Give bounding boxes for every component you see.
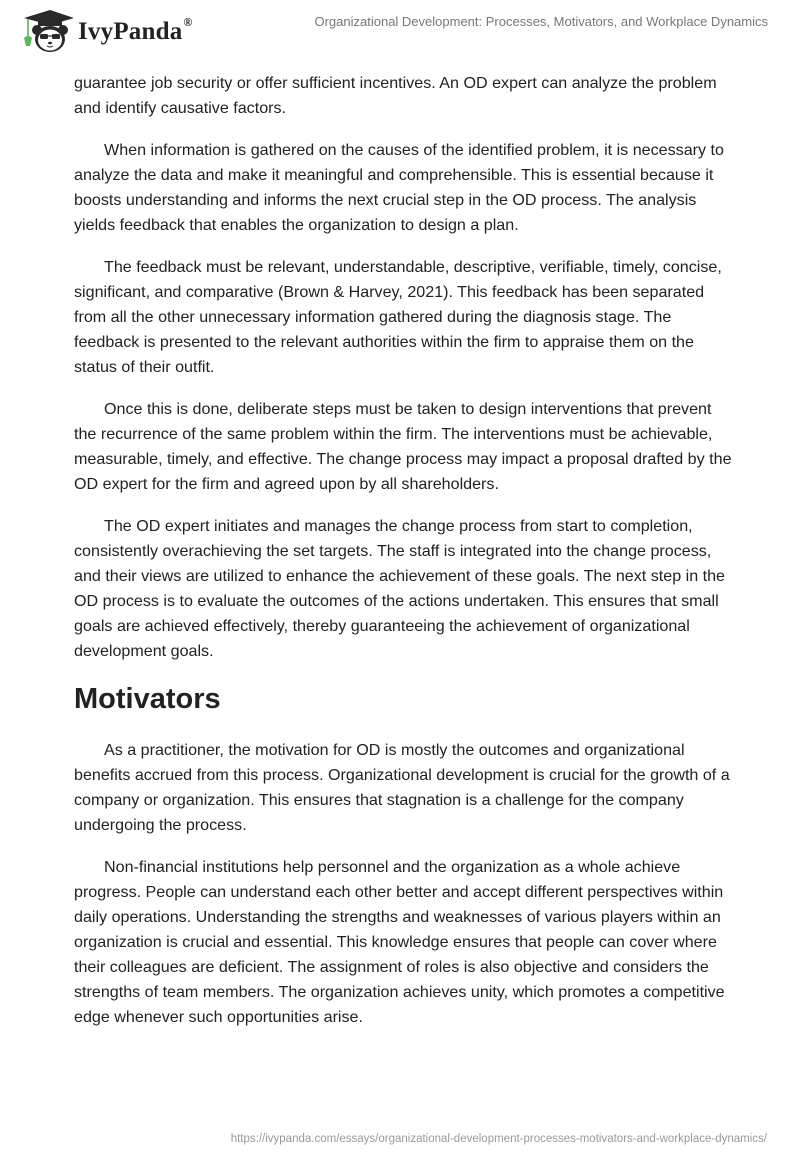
ivypanda-logo[interactable] — [16, 8, 193, 54]
source-url[interactable]: https://ivypanda.com/essays/organizational-development-processes-motivators-and-workplace-dynamics/ — [230, 1133, 767, 1145]
section-heading-motivators: Motivators — [74, 683, 221, 715]
paragraph: The OD expert initiates and manages the change process from start to completion, consistently overachieving the set targets. The staff is integrated into the change process, and their views are utilized to enhance the achievement of these goals. The next step in the OD process is to evaluate the outcomes of the actions undertaken. This ensures that small goals are achieved effectively, thereby guaranteeing the achievement of organizational development goals. — [74, 517, 726, 660]
paragraph: As a practitioner, the motivation for OD is mostly the outcomes and organizational benefits accrued from this process. Organizational development is crucial for the growth of a company or organization. This ensures that stagnation is a challenge for the company undergoing the process. — [74, 741, 730, 834]
paragraph: Once this is done, deliberate steps must be taken to design interventions that prevent the recurrence of the same problem within the firm. The interventions must be achievable, measurable, timely, and effective. The change process may impact a proposal drafted by the OD expert for the firm and agreed upon by all shareholders. — [74, 400, 732, 493]
panda-graduate-icon — [16, 8, 76, 54]
paragraph: The feedback must be relevant, understandable, descriptive, verifiable, timely, concise, significant, and comparative (Brown & Harvey, 2021). This feedback has been separated from all the other unnecessary information gathered during the diagnosis stage. The feedback is presented to the relevant authorities within the firm to appraise them on the status of their outfit. — [74, 258, 722, 376]
paragraph: When information is gathered on the causes of the identified problem, it is necessary to analyze the data and make it meaningful and comprehensible. This is essential because it boosts understanding and informs the next crucial step in the OD process. The analysis yields feedback that enables the organization to design a plan. — [74, 141, 724, 234]
page-header — [0, 0, 800, 60]
essay-body — [74, 71, 734, 1047]
paragraph: guarantee job security or offer sufficient incentives. An OD expert can analyze the problem and identify causative factors. — [74, 74, 717, 117]
paragraph: Non-financial institutions help personnel and the organization as a whole achieve progress. People can understand each other better and accept different perspectives within daily operations. Understanding the strengths and weaknesses of various players within an organization is crucial and essential. This knowledge ensures that people can cover where their colleagues are deficient. The assignment of roles is also objective and considers the strengths of team members. The organization achieves unity, which promotes a competitive edge whenever such opportunities arise. — [74, 858, 725, 1026]
brand-name: IvyPanda® — [78, 14, 193, 45]
document-title: Organizational Development: Processes, Motivators, and Workplace Dynamics — [314, 14, 768, 29]
